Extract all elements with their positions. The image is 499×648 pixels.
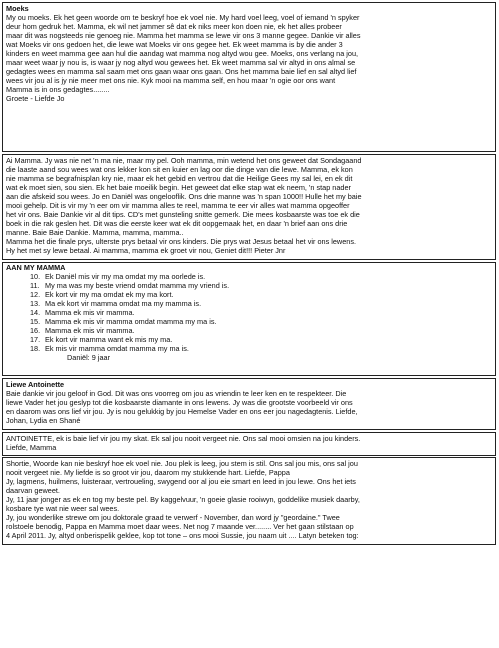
list-item (30, 335, 495, 344)
text-line: My ou moeks. Ek het geen woorde om te beskryf hoe ek voel nie. My hard voel leeg, voel of iemand 'n spyker (6, 13, 360, 23)
text-line: wat Moeks vir ons gedoen het, die lewe wat Moeks vir ons gegee het. Ek weet mamma is by die ander 3 (6, 40, 343, 50)
tribute-text (3, 433, 495, 452)
list-item (30, 317, 495, 326)
list-number: 15. (30, 317, 41, 327)
list-number: 13. (30, 299, 41, 309)
text-line: Mamma is in ons gedagtes........ (6, 85, 110, 95)
text-line: Mamma het die finale prys, ulterste prys betaal vir ons kinders. Die prys wat Jesus betaal het vir ons lewens. (6, 237, 356, 247)
list-number: 14. (30, 308, 41, 318)
text-line: kinders en weet mamma gee aan hul die aandag wat mamma nog altyd wou gee. Moeks, ons verlang na jou, (6, 49, 359, 59)
text-line: boek in die rak geslen het. Dit was die eerste keer wat ek dit oopgemaak het, en daar 'n brief aan ons drie (6, 219, 348, 229)
text-line: maar dit was nogsteeds nie genoeg nie. Mamma het mamma se lewe vir ons 3 manne gegee. Dankie vir alles (6, 31, 361, 41)
text-line: wees vir jou al is jy nie meer met ons nie. Kyk mooi na mamma self, en hou maar 'n ogie oor ons want (6, 76, 336, 86)
tribute-ai-mamma (2, 154, 496, 260)
text-line: het vir ons. Baie Dankie vir al dit tips. CD's met gunsteling snitte gemerk. Die mees kosbaarste was toe ek die (6, 210, 360, 220)
text-line: manne. Baie Baie Dankie. Mamma, mamma, mamma.. (6, 228, 184, 238)
text-line: Jy, jou wonderlike strewe om jou doktorale graad te verwerf - November, dan word jy "geordaine." Twee (6, 513, 340, 523)
text-line: daarvan geweet. (6, 486, 60, 496)
tribute-title: AAN MY MAMMA (6, 263, 66, 272)
list-item (30, 290, 495, 299)
tribute-text (3, 13, 495, 94)
text-line: Baie dankie vir jou geloof in God. Dit was ons voorreg om jou as vriendin te leer ken en te respekteer. Die (6, 389, 347, 399)
list-item (30, 308, 495, 317)
list-text: Ma ek kort vir mamma omdat ma my mamma is. (45, 299, 202, 309)
text-line: Shortie, Woorde kan nie beskryf hoe ek voel nie. Jou plek is leeg, jou stem is stil. Ons sal jou mis, ons sal jou (6, 459, 358, 468)
numbered-list (3, 272, 495, 353)
tribute-moeks (2, 2, 496, 152)
text-line: Hy het met sy lewe betaal. Ai mamma, mamma ek groet vir nou, Geniet dit!!! Pieter Jnr (6, 246, 286, 256)
tribute-liewe-antoinette (2, 378, 496, 430)
text-line: Jy, lagmens, huilmens, luisteraar, vertroueling, swygend oor al jou eie smart en leed in jou lewe. Ons het iets (6, 477, 356, 487)
list-text: Ek mis vir mamma omdat mamma my ma is. (45, 344, 189, 354)
text-line: liewe Vader het jou geslyp tot die kosbaarste diamante in ons lewens. Jy was die grootste voorbeeld vir ons (6, 398, 353, 408)
list-text: Ek kort vir mamma want ek mis my ma. (45, 335, 173, 345)
tribute-aan-my-mamma (2, 262, 496, 376)
text-line: Liefde, Mamma (6, 443, 57, 453)
text-line: ANTOINETTE, ek is baie lief vir jou my skat. Ek sal jou nooit vergeet nie. Ons sal mooi omsien na jou kinders. (6, 434, 361, 443)
tribute-text (3, 155, 495, 256)
text-line: rolstoele benodig, Pappa en Mamma moet daar wees. Net nog 7 maande ver........ Ver het gaan stilstaan op (6, 522, 354, 532)
text-line: deur hom gedruk het. Mamma, ek wil net jammer sê dat ek niks meer kon doen nie, ek het alles probeer (6, 22, 342, 32)
text-line: 4 April 2011. Jy, altyd onberispelik geklee, kop tot tone – ons mooi Sussie, jou naam uit .... Latyn beteken tog: (6, 531, 359, 541)
text-line: die laaste aand sou wees wat ons lekker kon sit en kuier en lag oor die dinge van die lewe. Mamma, ek kon (6, 165, 353, 175)
tribute-title: Liewe Antoinette (6, 380, 65, 389)
list-number: 17. (30, 335, 41, 345)
text-line: nooit vergeet nie. My liefde is so groot vir jou, daarom my stukkende hart. Liefde, Pappa (6, 468, 290, 478)
text-line: wat ek moet sien, sou sien. Ek het baie moeilik begin. Het geweet dat elke stap wat ek neem, 'n stap nader (6, 183, 351, 193)
tribute-text (3, 389, 495, 425)
tribute-text (3, 458, 495, 540)
text-line: Ai Mamma. Jy was nie net 'n ma nie, maar my pel. Ooh mamma, min wetend het ons geweet dat Sondagaand (6, 156, 362, 165)
text-line: aan die afskeid sou wees. Jo en Daniël was ongelooflik. Ons drie manne was 'n span 1000!! Hulle het my baie (6, 192, 362, 202)
text-line: mooi gehelp. Dit is vir my 'n eer om vir mamma alles te reel, mamma te eer vir alles wat mamma opgeoffer (6, 201, 350, 211)
text-line: Jy, 11 jaar jonger as ek en tog my beste pel. By kaggelvuur, 'n goeie glasie rooiwyn, goddelike musiek daarby, (6, 495, 360, 505)
list-number: 16. (30, 326, 41, 336)
tribute-antoinette (2, 432, 496, 456)
list-text: Mamma ek mis vir mamma. (45, 308, 135, 318)
list-text: Mamma ek mis vir mamma omdat mamma my ma is. (45, 317, 217, 327)
list-text: Ek Daniël mis vir my ma omdat my ma oorlede is. (45, 272, 206, 282)
text-line: gedagtes wees en mamma sal saam met ons gaan waar ons gaan. Ons het mamma baie lief en sal altyd lief (6, 67, 357, 77)
list-number: 12. (30, 290, 41, 300)
list-item (30, 272, 495, 281)
text-line: nie mamma se begrafnisplan kry nie, maar ek het gebid en vertrou dat die Heilige Gees my sal lei, en ek dit (6, 174, 353, 184)
list-number: 10. (30, 272, 41, 282)
tribute-title: Moeks (6, 4, 29, 13)
text-line: kosbare tye wat nie weer sal wees. (6, 504, 120, 514)
list-number: 11. (30, 281, 40, 291)
list-text: Ek kort vir my ma omdat ek my ma kort. (45, 290, 174, 300)
text-line: Johan, Lydia en Shané (6, 416, 81, 426)
tribute-signature: Daniël: 9 jaar (67, 353, 110, 363)
list-item (30, 281, 495, 290)
text-line: en daarom was ons lief vir jou. Jy is nou gelukkig by jou Hemelse Vader en ons eer jou nagedagtenis. Liefde, (6, 407, 358, 417)
list-text: My ma was my beste vriend omdat mamma my vriend is. (45, 281, 230, 291)
list-number: 18. (30, 344, 41, 354)
tribute-shortie (2, 457, 496, 545)
list-item (30, 326, 495, 335)
list-item (30, 299, 495, 308)
memorial-page (2, 2, 496, 646)
list-item (30, 344, 495, 353)
list-text: Mamma ek mis vir mamma. (45, 326, 135, 336)
text-line: maar weet waar jy nou is, is waar jy nog altyd wou gewees het. Ek weet mamma sal vir altyd in ons almal se (6, 58, 356, 68)
tribute-signature: Groete - Liefde Jo (6, 94, 65, 104)
